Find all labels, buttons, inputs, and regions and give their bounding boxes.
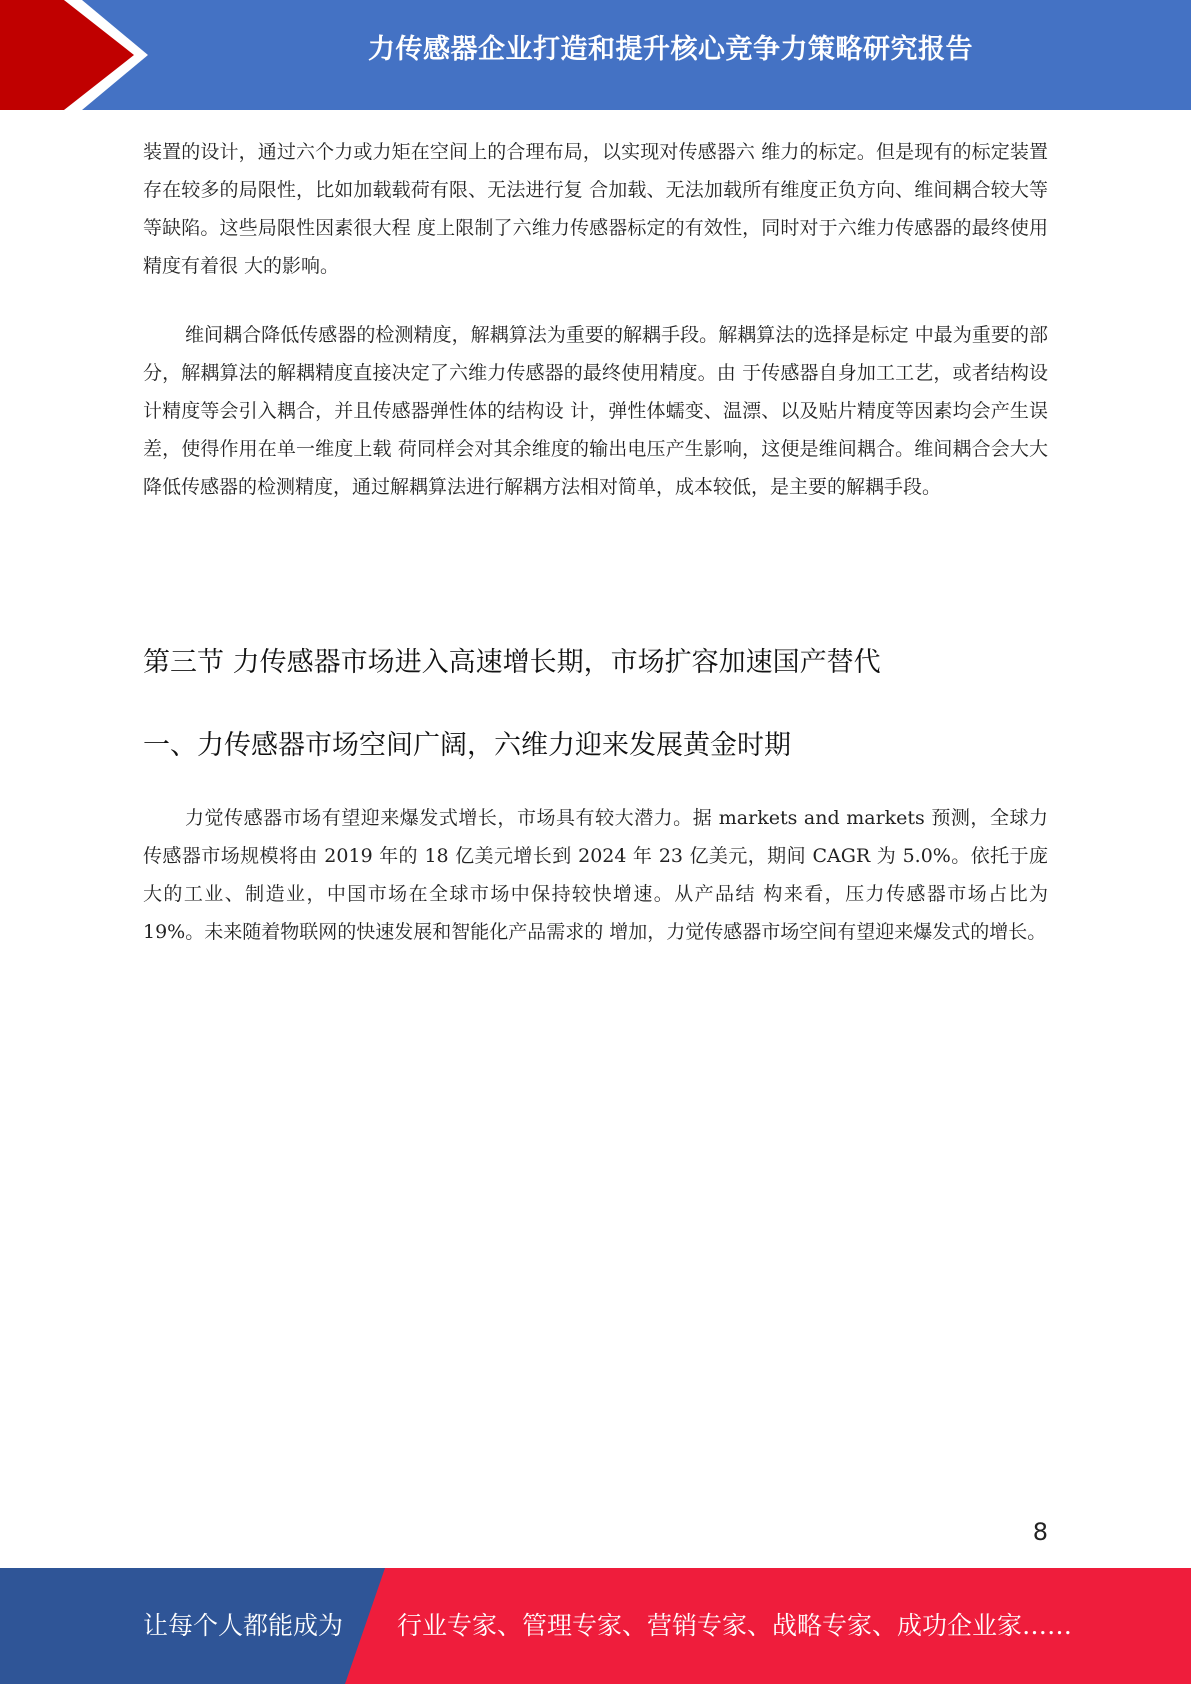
paragraph-market bbox=[143, 799, 1048, 951]
section-heading: 第三节 力传感器市场进入高速增长期，市场扩容加速国产替代 bbox=[143, 647, 881, 678]
paragraph-decoupling bbox=[143, 316, 1048, 506]
page-header bbox=[0, 0, 1191, 110]
header-chevron-decoration bbox=[0, 0, 160, 110]
paragraph-text: 力觉传感器市场有望迎来爆发式增长，市场具有较大潜力。据 markets and markets 预测，全球力传感器市场规模将由 2019 年的 18 亿美元增长到 2024 年 23 亿美元，期间 CAGR 为 5.0%。依托于庞大的工业、制造业，中国市场在全球市场中保持较快增速。从产品结 构来看，压力传感器市场占比为 19%。未来随着物联网的快速发展和智能化产品需求的 增加，力觉传感器市场空间有望迎来爆发式的增长。 bbox=[143, 807, 1048, 943]
page-footer bbox=[0, 1568, 1191, 1684]
subsection-heading: 一、力传感器市场空间广阔，六维力迎来发展黄金时期 bbox=[143, 730, 791, 761]
page-number: 8 bbox=[1032, 1518, 1048, 1546]
footer-slogan-right: 行业专家、管理专家、营销专家、战略专家、成功企业家…… bbox=[397, 1611, 1073, 1640]
paragraph-calibration bbox=[143, 133, 1048, 285]
paragraph-text: 装置的设计，通过六个力或力矩在空间上的合理布局，以实现对传感器六 维力的标定。但是现有的标定装置存在较多的局限性，比如加载载荷有限、无法进行复 合加载、无法加载所有维度正负方向、维间耦合较大等等缺陷。这些局限性因素很大程 度上限制了六维力传感器标定的有效性，同时对于六维力传感器的最终使用精度有着很 大的影响。 bbox=[143, 141, 1048, 277]
footer-slogan-left: 让每个人都能成为 bbox=[143, 1611, 344, 1640]
paragraph-text: 维间耦合降低传感器的检测精度，解耦算法为重要的解耦手段。解耦算法的选择是标定 中最为重要的部分，解耦算法的解耦精度直接决定了六维力传感器的最终使用精度。由 于传感器自身加工工艺，或者结构设计精度等会引入耦合，并且传感器弹性体的结构设 计，弹性体蠕变、温漂、以及贴片精度等因素均会产生误差，使得作用在单一维度上载 荷同样会对其余维度的输出电压产生影响，这便是维间耦合。维间耦合会大大降低传感器的检测精度，通过解耦算法进行解耦方法相对简单，成本较低，是主要的解耦手段。 bbox=[143, 324, 1048, 498]
report-title: 力传感器企业打造和提升核心竞争力策略研究报告 bbox=[368, 34, 973, 65]
